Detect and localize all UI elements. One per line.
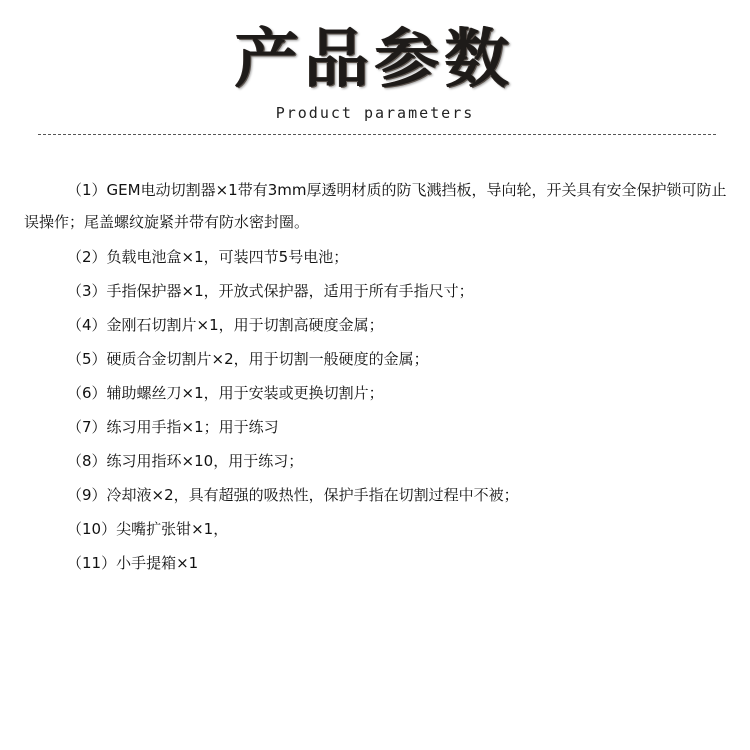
parameter-item-1: （1）GEM电动切割器×1带有3mm厚透明材质的防飞溅挡板，导向轮，开关具有安全保护锁可防止误操作；尾盖螺纹旋紧并带有防水密封圈。 xyxy=(24,181,727,231)
parameter-item-2: （2）负载电池盒×1，可装四节5号电池； xyxy=(67,248,349,266)
parameter-item-5: （5）硬质合金切割片×2，用于切割一般硬度的金属； xyxy=(67,350,429,368)
parameter-item-6: （6）辅助螺丝刀×1，用于安装或更换切割片； xyxy=(67,384,384,402)
parameter-item-8: （8）练习用指环×10，用于练习； xyxy=(67,452,304,470)
page-title: 产品参数 xyxy=(235,22,515,97)
parameter-item-7: （7）练习用手指×1；用于练习 xyxy=(67,418,279,436)
parameter-list xyxy=(24,174,728,580)
parameter-item-10: （10）尖嘴扩张钳×1， xyxy=(67,520,229,538)
dashed-divider xyxy=(38,134,716,135)
parameter-item-3: （3）手指保护器×1，开放式保护器，适用于所有手指尺寸； xyxy=(67,282,474,300)
parameter-item-11: （11）小手提箱×1 xyxy=(67,554,199,572)
parameter-item-4: （4）金刚石切割片×1，用于切割高硬度金属； xyxy=(67,316,384,334)
page-subtitle: Product parameters xyxy=(275,104,475,122)
parameter-item-9: （9）冷却液×2，具有超强的吸热性，保护手指在切割过程中不被； xyxy=(67,486,519,504)
